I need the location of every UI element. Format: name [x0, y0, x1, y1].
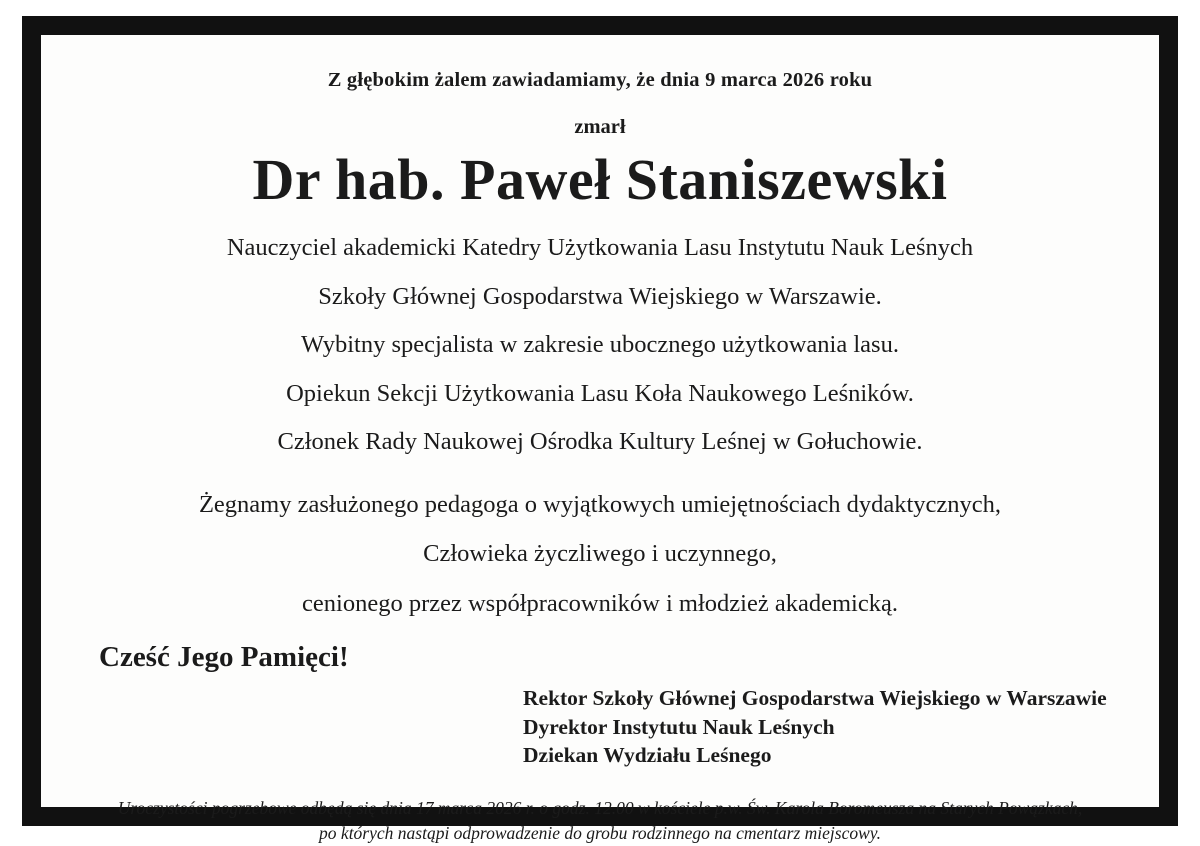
funeral-line: po których nastąpi odprowadzenie do grobu rodzinnego na cmentarz miejscowy. [319, 822, 881, 843]
signatures-block [93, 684, 1107, 769]
deceased-name: Dr hab. Paweł Staniszewski [252, 147, 948, 212]
notice-paper [41, 35, 1159, 843]
notice-content [41, 35, 1159, 843]
description-line: Szkoły Głównej Gospodarstwa Wiejskiego w Warszawie. [318, 282, 882, 310]
mourning-border-frame [22, 16, 1178, 843]
tribute-block [93, 490, 1107, 617]
description-line: Wybitny specjalista w zakresie ubocznego użytkowania lasu. [301, 331, 899, 359]
funeral-details [93, 796, 1107, 846]
tribute-line: cenionego przez współpracowników i młodzież akademicką. [302, 589, 898, 617]
deceased-verb: zmarł [574, 116, 626, 138]
description-line: Opiekun Sekcji Użytkowania Lasu Koła Naukowego Leśników. [286, 379, 914, 407]
signature-line: Dziekan Wydziału Leśnego [523, 743, 772, 768]
tribute-line: Żegnamy zasłużonego pedagoga o wyjątkowych umiejętnościach dydaktycznych, [198, 490, 1002, 518]
signature-line: Dyrektor Instytutu Nauk Leśnych [523, 714, 835, 739]
description-line: Nauczyciel akademicki Katedry Użytkowania Lasu Instytutu Nauk Leśnych [226, 234, 974, 262]
announcement-intro: Z głębokim żalem zawiadamiamy, że dnia 9 marca 2026 roku [327, 69, 873, 91]
funeral-line: Uroczystości pogrzebowe odbędą się dnia 17 marca 2026 r. o godz. 12.00 w kościele p.w. Św. Karola Boromeusza na Starych Powązkach, [117, 797, 1083, 818]
description-block [93, 236, 1107, 455]
description-line: Członek Rady Naukowej Ośrodka Kultury Leśnej w Gołuchowie. [277, 428, 923, 456]
honor-phrase: Cześć Jego Pamięci! [99, 641, 349, 674]
tribute-line: Człowieka życzliwego i uczynnego, [423, 540, 777, 568]
signature-line: Rektor Szkoły Głównej Gospodarstwa Wiejskiego w Warszawie [523, 686, 1107, 711]
